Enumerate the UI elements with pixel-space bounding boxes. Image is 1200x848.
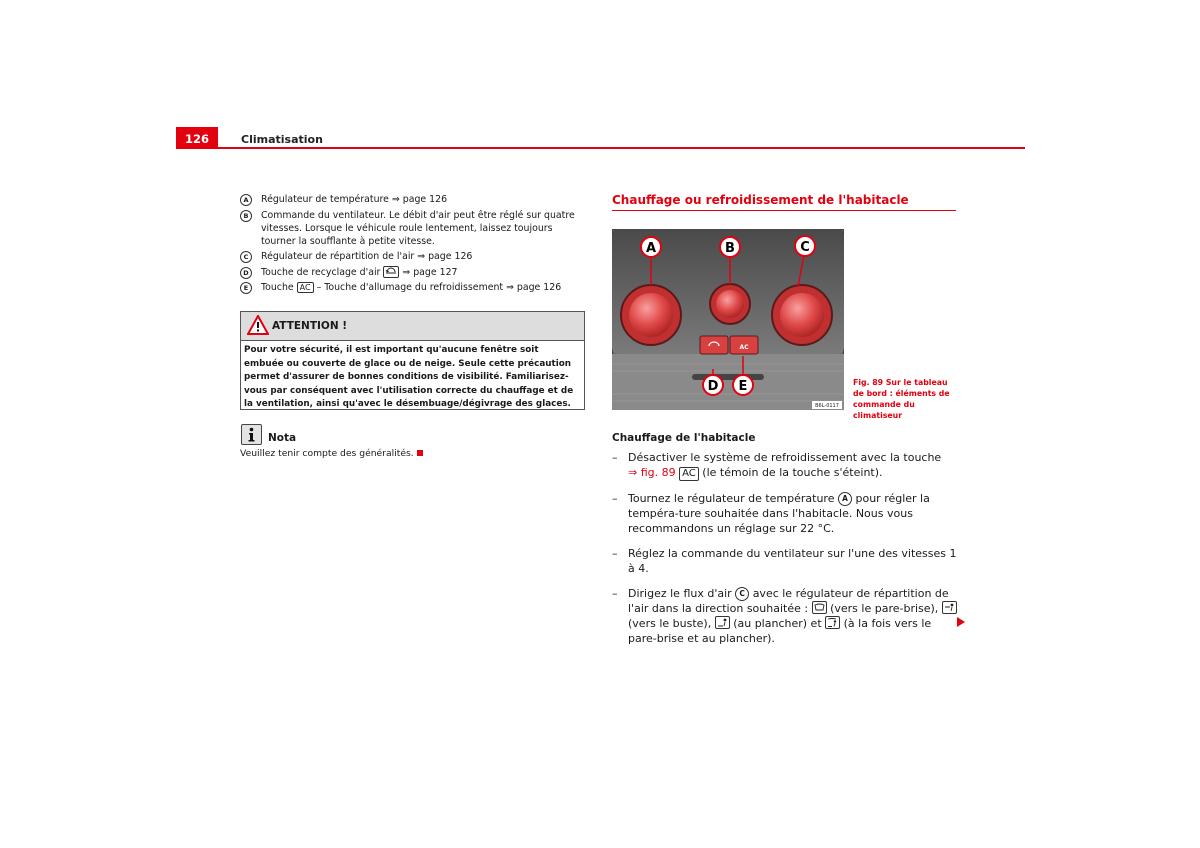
legend-text: Commande du ventilateur. Le débit d'air peut être réglé sur quatre vitesses. Lorsque le véhicule roule lentement, laissez toujours tourner la soufflante à petite vitesse.	[261, 209, 575, 247]
list-item	[612, 546, 957, 576]
legend-text: ⇒ page 127	[402, 266, 458, 278]
label-badge: A	[240, 194, 252, 206]
legend-item-a	[240, 193, 585, 206]
ac-key: AC	[679, 467, 699, 481]
face-vent-icon	[942, 601, 957, 614]
windshield-floor-vent-icon	[825, 616, 840, 629]
step-text: avec le régulateur de répartition de l'air dans la direction souhaitée :	[628, 587, 949, 615]
chapter-title: Climatisation	[241, 133, 323, 146]
section-rule	[612, 210, 956, 211]
note-text: Veuillez tenir compte des généralités.	[240, 448, 414, 459]
end-of-section-icon	[417, 450, 423, 456]
list-item	[612, 450, 957, 481]
step-text: (au plancher) et	[733, 617, 822, 630]
dash: –	[612, 492, 618, 505]
svg-text:C: C	[800, 240, 810, 255]
label-badge: C	[240, 251, 252, 263]
step-text: pour régler la tempéra-ture souhaitée dans l'habitacle. Nous vous recommandons un réglage sur 22 °C.	[628, 492, 930, 535]
legend-item-d	[240, 266, 585, 279]
step-text: Réglez la commande du ventilateur sur l'une des vitesses 1 à 4.	[628, 547, 957, 575]
windshield-vent-icon	[812, 601, 827, 614]
legend-text: Régulateur de répartition de l'air ⇒ page 126	[261, 251, 473, 262]
legend-text: Régulateur de température ⇒ page 126	[261, 194, 448, 205]
warning-title: ATTENTION !	[272, 320, 348, 332]
svg-text:AC: AC	[739, 344, 749, 351]
continue-arrow-icon	[957, 617, 965, 627]
dash: –	[612, 547, 618, 560]
recirculation-icon	[383, 266, 399, 278]
note-body	[240, 448, 423, 459]
steps-list	[612, 450, 957, 656]
ac-key: AC	[297, 282, 314, 293]
header-rule	[176, 147, 1025, 149]
svg-text:B6L-0117: B6L-0117	[815, 403, 839, 409]
dash: –	[612, 587, 618, 600]
figure-link[interactable]: ⇒ fig. 89	[628, 466, 676, 479]
page-number: 126	[176, 127, 218, 149]
label-badge: D	[240, 267, 252, 279]
legend-item-b	[240, 209, 585, 248]
figure-caption: Fig. 89 Sur le tableau de bord : éléments de commande du climatiseur	[853, 378, 950, 420]
legend-list	[240, 193, 585, 297]
label-badge: E	[240, 282, 252, 294]
step-text: (à la fois vers le pare-brise et au plancher).	[628, 617, 932, 645]
svg-text:A: A	[645, 241, 657, 256]
svg-text:E: E	[738, 379, 748, 394]
list-item	[612, 491, 957, 536]
warning-header	[241, 312, 584, 341]
step-text: Dirigez le flux d'air	[628, 587, 732, 600]
section-title: Chauffage ou refroidissement de l'habitacle	[612, 193, 909, 207]
step-text: (vers le buste),	[628, 617, 712, 630]
warning-triangle-icon	[247, 315, 269, 339]
floor-vent-icon	[715, 616, 730, 629]
legend-text: – Touche d'allumage du refroidissement ⇒ page 126	[316, 282, 562, 293]
step-text: Tournez le régulateur de température	[628, 492, 835, 505]
step-text: (le témoin de la touche s'éteint).	[702, 466, 883, 479]
legend-text: Touche de recyclage d'air	[261, 266, 381, 278]
svg-text:B: B	[725, 241, 735, 256]
svg-text:D: D	[707, 379, 719, 394]
info-icon	[241, 424, 262, 445]
warning-body: Pour votre sécurité, il est important qu'aucune fenêtre soit embuée ou couverte de glace ou de neige. Seule cette précaution permet d'assurer de bonnes conditions de visibilité. Familiarisez-vous par conséquent avec l'utilisation correcte du chauffage et de la ventilation, ainsi qu'avec le désembuage/dégivrage des glaces.	[244, 345, 574, 410]
climate-control-figure	[612, 229, 844, 410]
legend-item-c	[240, 250, 585, 263]
warning-box	[240, 311, 585, 410]
label-badge: B	[240, 210, 252, 222]
dash: –	[612, 451, 618, 464]
step-text: (vers le pare-brise),	[830, 602, 939, 615]
recirculation-button	[700, 336, 728, 354]
label-badge: C	[735, 587, 749, 601]
label-badge: A	[838, 492, 852, 506]
note-title: Nota	[268, 432, 297, 444]
legend-item-e	[240, 281, 585, 294]
legend-text: Touche	[261, 282, 294, 293]
step-text: Désactiver le système de refroidissement avec la touche	[628, 451, 942, 464]
subsection-title: Chauffage de l'habitacle	[612, 432, 756, 444]
list-item	[612, 586, 957, 646]
